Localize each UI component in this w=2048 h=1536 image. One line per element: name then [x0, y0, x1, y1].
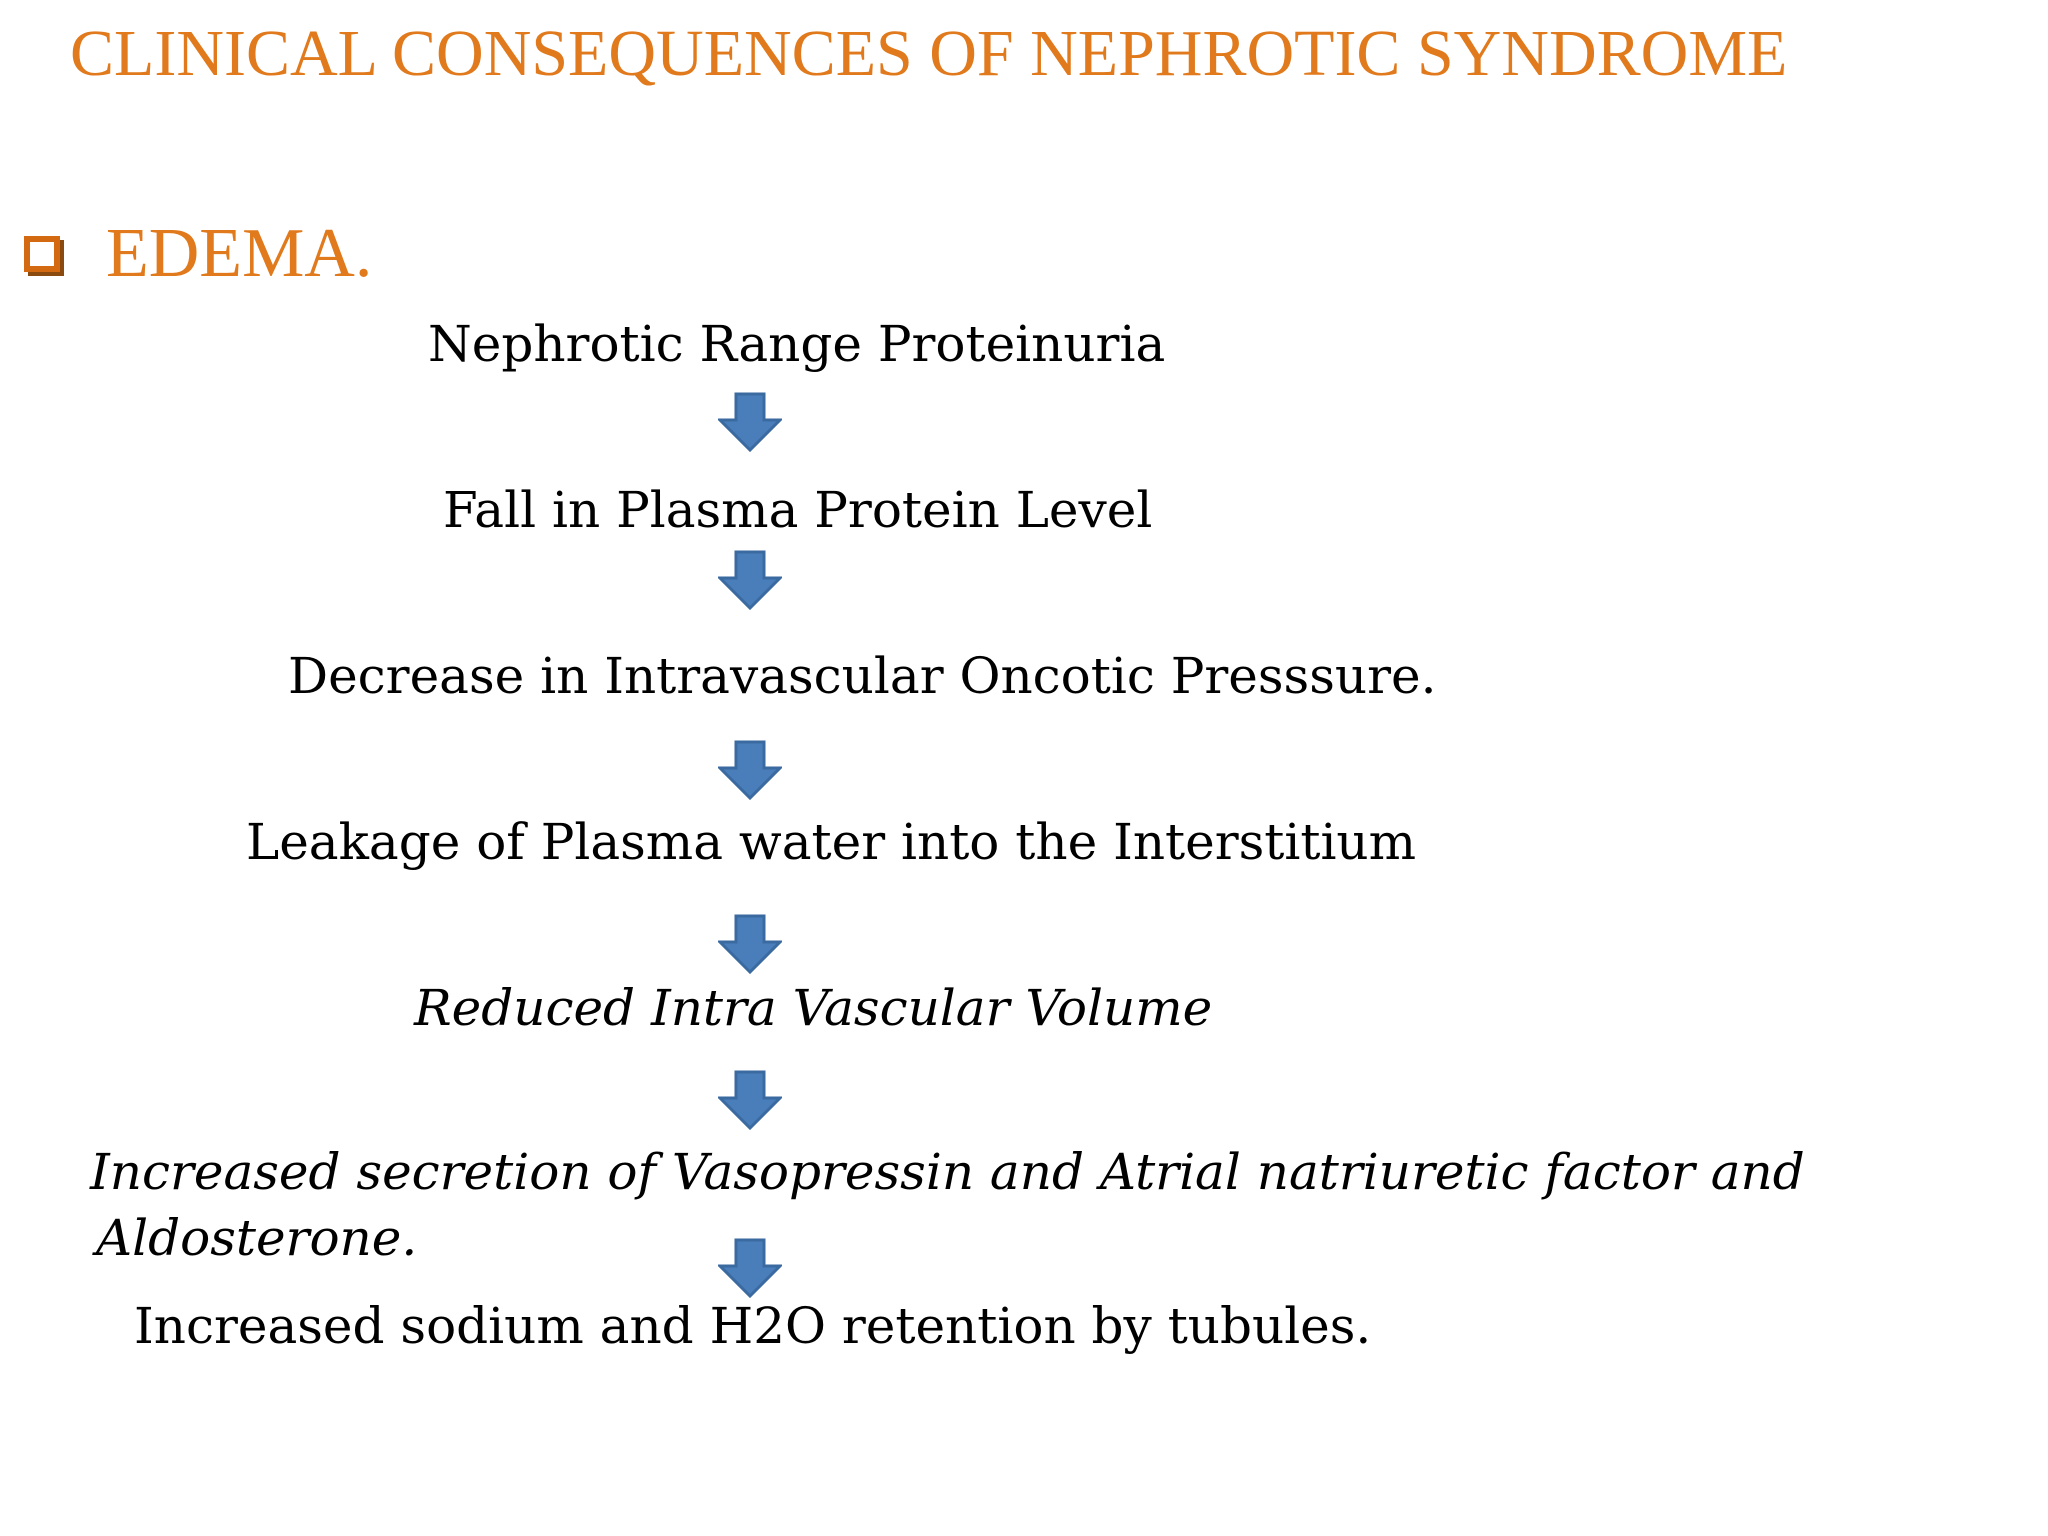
bullet-label: EDEMA. [106, 215, 373, 292]
flow-step-reduced-volume: Reduced Intra Vascular Volume [414, 979, 1213, 1037]
checkbox-bullet-icon [24, 236, 60, 272]
down-arrow-icon [718, 1070, 782, 1130]
down-arrow-icon [718, 1238, 782, 1298]
down-arrow-icon [718, 914, 782, 974]
flow-step-leakage: Leakage of Plasma water into the Interstitium [246, 813, 1417, 871]
flow-step-hormone-secretion: Increased secretion of Vasopressin and Atrial natriuretic factor and [90, 1143, 1805, 1201]
down-arrow-icon [718, 392, 782, 452]
flow-step-oncotic-pressure: Decrease in Intravascular Oncotic Presssure. [288, 647, 1437, 705]
bullet-edema [24, 214, 372, 294]
down-arrow-icon [718, 740, 782, 800]
down-arrow-icon [718, 550, 782, 610]
flow-step-sodium-retention: Increased sodium and H2O retention by tubules. [134, 1297, 1372, 1355]
slide-title: CLINICAL CONSEQUENCES OF NEPHROTIC SYNDROME [70, 17, 1788, 90]
flow-step-hormone-secretion-cont: Aldosterone. [96, 1209, 418, 1267]
flow-step-proteinuria: Nephrotic Range Proteinuria [428, 315, 1166, 373]
flow-step-plasma-protein: Fall in Plasma Protein Level [443, 481, 1153, 539]
